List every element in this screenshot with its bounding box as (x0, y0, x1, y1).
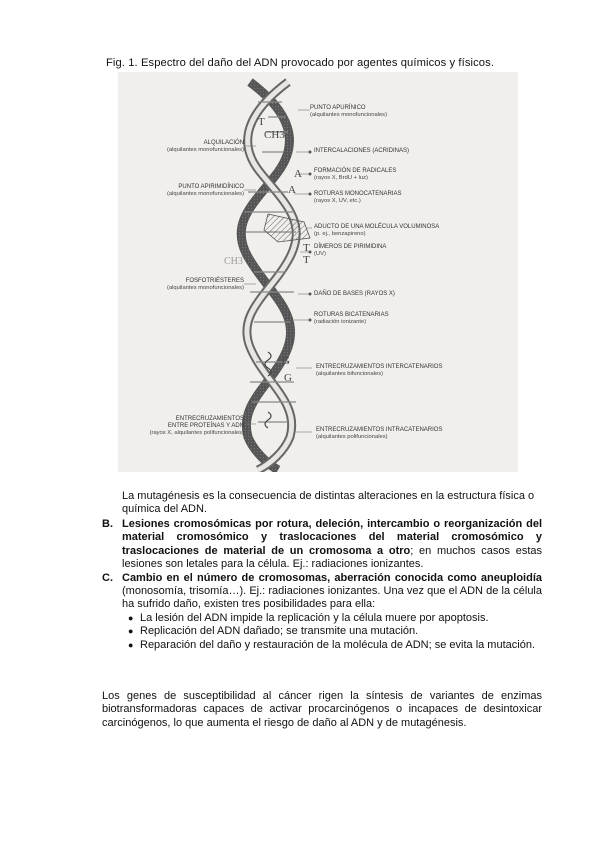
closing-paragraph: Los genes de susceptibilidad al cáncer rigen la síntesis de variantes de enzimas biotransformadoras capaces de activar procarcinógenos o incapaces de desintoxicar carcinógenos, lo que aumenta el riesgo de daño al ADN y de mutagénesis. (102, 690, 542, 729)
list-item-bold: Lesiones cromosómicas por rotura, deleción, intercambio o reorganización del material cromosómico y traslocaciones del material cromosómico y traslocaciones de material de un cromosoma a otro (122, 518, 542, 557)
label-roturas-monocatenarias: ROTURAS MONOCATENARIAS (rayos X, UV, etc.) (314, 191, 402, 204)
bullet-item (102, 625, 542, 638)
list-item (102, 572, 542, 612)
list-marker: C. (102, 571, 113, 584)
list-item-text: ; en muchos casos estas lesiones son letales para la célula. Ej.: radiaciones ionizantes. (122, 544, 542, 571)
bullet-item (102, 612, 542, 625)
bullet-text: Reparación del daño y restauración de la molécula de ADN; se evita la mutación. (140, 638, 536, 651)
damage-list (102, 518, 542, 652)
list-item (102, 518, 542, 572)
base-letter: G (284, 372, 292, 384)
bullet-text: La lesión del ADN impide la replicación y la célula muere por apoptosis. (140, 611, 489, 624)
bullet-icon: ● (128, 626, 134, 637)
bullet-icon: ● (128, 612, 134, 623)
bullet-icon: ● (128, 639, 134, 650)
base-letter: CH3 (224, 256, 243, 267)
base-letter: CH3 (264, 129, 285, 141)
figure-caption: Fig. 1. Espectro del daño del ADN provocado por agentes químicos y físicos. (105, 57, 495, 69)
label-entrecruzamientos-intercatenarios: ENTRECRUZAMIENTOS INTERCATENARIOS (alquilantes bifuncionales) (316, 364, 443, 377)
label-fosfotriesteres: FOSFOTRIÉSTERES (alquilantes monofuncionales) (166, 278, 244, 291)
bullet-text: Replicación del ADN dañado; se transmite una mutación. (140, 625, 419, 638)
base-letter: T (258, 116, 265, 128)
label-punto-apurinico: PUNTO APURÍNICO (alquilantes monofuncionales) (310, 105, 388, 118)
list-marker: B. (102, 518, 113, 530)
list-item-bold: Cambio en el número de cromosomas, aberración conocida como aneuploidía (122, 571, 542, 584)
label-aducto: ADUCTO DE UNA MOLÉCULA VOLUMINOSA (p. ej., benzapireno) (314, 224, 440, 237)
label-dano-bases: DAÑO DE BASES (RAYOS X) (314, 291, 395, 297)
intro-paragraph: La mutagénesis es la consecuencia de distintas alteraciones en la estructura física o química del ADN. (122, 490, 535, 516)
bullet-item (102, 639, 542, 652)
list-item-text: (monosomía, trisomía…). Ej.: radiaciones ionizantes. Una vez que el ADN de la célula ha sufrido daño, existen tres posibilidades para ella: (122, 585, 542, 611)
base-letter: A (288, 184, 296, 196)
label-entrecruzamientos-proteinas: ENTRECRUZAMIENTOS ENTRE PROTEÍNAS Y ADN (rayos X, alquilantes polifuncionales) (149, 416, 244, 436)
label-alquilacion: ALQUILACIÓN (alquilantes monofuncionales) (166, 140, 244, 153)
label-intercalaciones: INTERCALACIONES (ACRIDINAS) (314, 148, 410, 154)
base-letter: T (303, 254, 310, 266)
label-entrecruzamientos-intracatenarios: ENTRECRUZAMIENTOS INTRACATENARIOS (alquilantes polifuncionales) (316, 427, 443, 440)
label-dimeros-pirimidina: DÍMEROS DE PIRIMIDINA (UV) (314, 244, 387, 257)
label-roturas-bicatenarias: ROTURAS BICATENARIAS (radiación ionizante) (314, 312, 389, 325)
base-letter: G (282, 355, 290, 367)
label-formacion-radicales: FORMACIÓN DE RADICALES (rayos X, BrdU + luz) (314, 168, 397, 181)
label-punto-apirimidinico: PUNTO APIRIMIDÍNICO (alquilantes monofuncionales) (166, 184, 244, 197)
dna-damage-figure (118, 72, 518, 472)
base-letter: T (303, 242, 310, 254)
dna-helix-illustration (118, 72, 518, 472)
base-letter: A (294, 168, 302, 180)
